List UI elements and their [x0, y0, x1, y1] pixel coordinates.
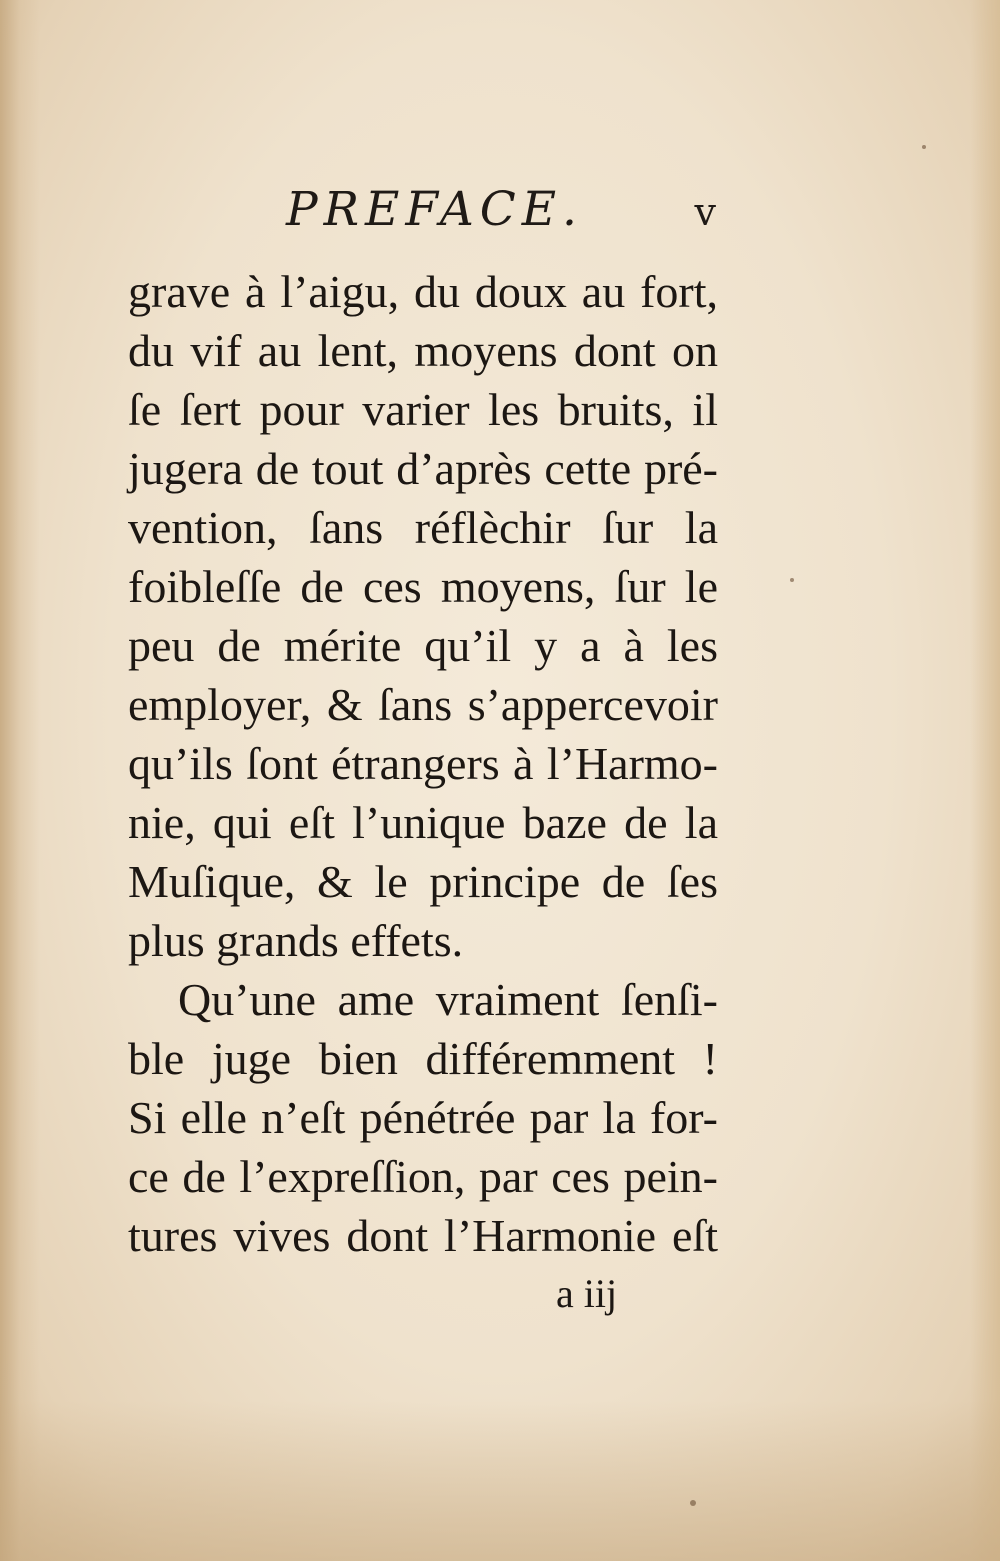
- text-line: nie, qui eſt l’unique baze de la: [128, 797, 718, 848]
- text-line: tures vives dont l’Harmonie eſt: [128, 1210, 718, 1261]
- text-line: qu’ils ſont étrangers à l’Harmo-: [128, 738, 718, 789]
- text-line: employer, & ſans s’appercevoir: [128, 679, 718, 730]
- page-gutter-shadow: [0, 0, 40, 1561]
- page-bottom-shadow: [0, 1401, 1000, 1561]
- running-head: PREFACE.: [286, 182, 583, 237]
- text-line: Qu’une ame vraiment ſenſi-: [178, 974, 718, 1025]
- text-line: plus grands effets.: [128, 915, 464, 966]
- paper-speck: [690, 1500, 696, 1506]
- paper-speck: [922, 145, 926, 149]
- text-line: foibleſſe de ces moyens, ſur le: [128, 561, 718, 612]
- text-line: du vif au lent, moyens dont on: [128, 325, 718, 376]
- text-line: grave à l’aigu, du doux au fort,: [128, 266, 718, 317]
- signature-mark: a iij: [556, 1271, 618, 1316]
- text-line: ſe ſert pour varier les bruits, il: [128, 384, 718, 435]
- text-line: ce de l’expreſſion, par ces pein-: [128, 1151, 718, 1202]
- text-line: ble juge bien différemment !: [128, 1033, 718, 1084]
- text-line: Muſique, & le principe de ſes: [128, 856, 718, 907]
- page-edge-shadow: [970, 0, 1000, 1561]
- paper-speck: [790, 578, 794, 582]
- body-text: [128, 262, 718, 1265]
- page-number: v: [694, 190, 716, 234]
- text-line: vention, ſans réflèchir ſur la: [128, 502, 718, 553]
- text-line: peu de mérite qu’il y a à les: [128, 620, 718, 671]
- text-line: jugera de tout d’après cette pré-: [128, 443, 718, 494]
- text-line: Si elle n’eſt pénétrée par la for-: [128, 1092, 718, 1143]
- page-header: [128, 182, 718, 252]
